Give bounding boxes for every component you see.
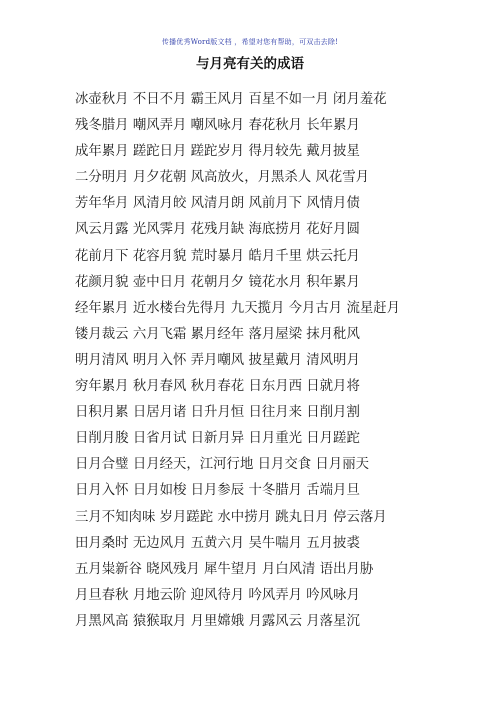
idiom-line: 经年累月 近水楼台先得月 九天揽月 今月古月 流星赶月 xyxy=(75,300,401,316)
idiom-line: 五月粜新谷 晓风残月 犀牛望月 月白风清 语出月胁 xyxy=(75,561,374,577)
idiom-line: 冰壶秋月 不日不月 霸王风月 百星不如一月 闭月羞花 xyxy=(75,92,387,107)
idiom-line: 镂月裁云 六月飞霜 累月经年 落月屋梁 抹月秕风 xyxy=(75,326,360,342)
idiom-line: 日月合璧 日月经天，江河行地 日月交食 日月丽天 xyxy=(75,457,369,473)
header-note: 传播优秀Word版文档 ，希望对您有帮助，可双击去除! xyxy=(161,38,339,46)
idiom-line: 三月不知肉味 岁月蹉跎 水中捞月 跳丸日月 停云落月 xyxy=(75,509,387,525)
idiom-line: 日月入怀 日月如梭 日月参辰 十冬腊月 舌端月旦 xyxy=(75,483,360,499)
idiom-line: 二分明月 月夕花朝 风高放火，月黑杀人 风花雪月 xyxy=(75,170,369,186)
idiom-line: 日积月累 日居月诸 日升月恒 日往月来 日削月割 xyxy=(75,405,360,421)
idiom-line: 明月清风 明月入怀 弄月嘲风 披星戴月 清风明月 xyxy=(75,352,360,368)
idiom-line: 成年累月 蹉跎日月 蹉跎岁月 得月较先 戴月披星 xyxy=(75,144,360,160)
idiom-line: 田月桑时 无边风月 五黄六月 吴牛喘月 五月披裘 xyxy=(75,535,360,551)
document-title: 与月亮有关的成语 xyxy=(196,56,304,72)
idiom-line: 芳年华月 风清月皎 风清月朗 风前月下 风情月债 xyxy=(75,196,360,212)
idiom-line: 残冬腊月 嘲风弄月 嘲风咏月 春花秋月 长年累月 xyxy=(75,118,360,134)
idiom-line: 月旦春秋 月地云阶 迎风待月 吟风弄月 吟风咏月 xyxy=(75,587,360,603)
idiom-line: 日削月朘 日省月试 日新月异 日月重光 日月蹉跎 xyxy=(75,431,360,447)
idiom-line: 风云月露 光风霁月 花残月缺 海底捞月 花好月圆 xyxy=(75,222,360,238)
idiom-line: 花颜月貌 壶中日月 花朝月夕 镜花水月 积年累月 xyxy=(75,274,360,290)
idiom-line: 花前月下 花容月貌 荒时暴月 皓月千里 烘云托月 xyxy=(75,248,360,264)
idiom-list xyxy=(75,89,495,637)
idiom-line: 穷年累月 秋月春风 秋月春花 日东月西 日就月将 xyxy=(75,379,360,395)
idiom-line: 月黑风高 猿猴取月 月里嫦娥 月露风云 月落星沉 xyxy=(75,613,360,629)
